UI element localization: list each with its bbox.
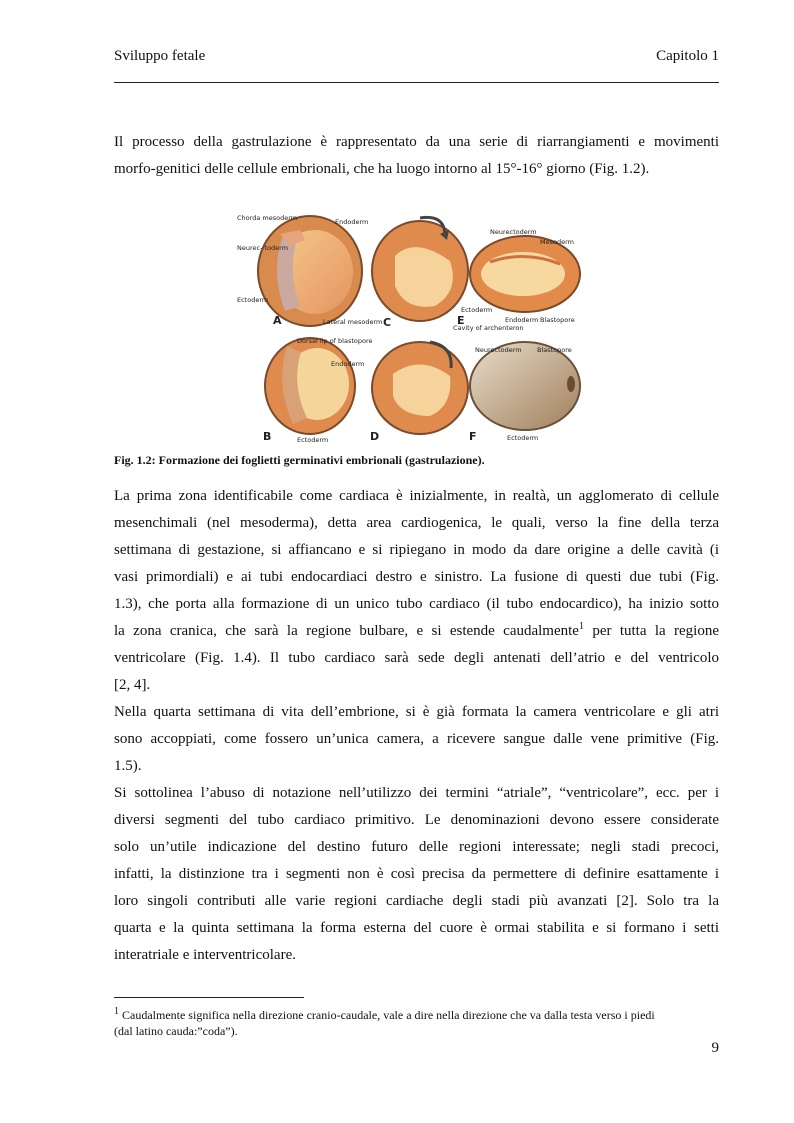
- header-title: Sviluppo fetale: [114, 48, 206, 64]
- text-line: diversi segmenti del tubo cardiaco primitivo. Le denominazioni devono essere considerate: [114, 812, 719, 828]
- footnote-ref: 1: [578, 621, 584, 632]
- body-paragraph-3: [114, 780, 719, 969]
- text-line: Il processo della gastrulazione è rappresentato da una serie di riarrangiamenti e movimenti: [114, 134, 719, 150]
- text-line: 1.5).: [114, 758, 142, 774]
- panel-letter-e: E: [457, 314, 465, 327]
- text-line: La prima zona identificabile come cardiaca è inizialmente, in realtà, un agglomerato di cellule: [114, 488, 719, 504]
- label-endoderm-a: Endoderm: [335, 218, 369, 226]
- label-endoderm-e: Endoderm: [505, 316, 539, 324]
- figure-caption: Fig. 1.2: Formazione dei foglietti germinativi embrionali (gastrulazione).: [114, 453, 485, 467]
- running-header: [114, 48, 719, 68]
- label-neurectoderm-f: Neurectoderm: [475, 346, 522, 354]
- label-mesoderm-e: Mesoderm: [540, 238, 574, 246]
- text-line: 1.3), che porta alla formazione di un unico tubo cardiaco (il tubo endocardico), ha inizio sotto: [114, 596, 719, 612]
- gastrulation-illustration: [235, 206, 585, 446]
- text-line: sono accoppiati, come fossero un’unica camera, a ricevere sangue dalle vene primitive (Fig.: [114, 731, 719, 747]
- text-line: loro singoli contributi alle varie regioni cardiache degli stadi più avanzati [2]. Solo tra la: [114, 893, 719, 909]
- text-line: [2, 4].: [114, 677, 151, 693]
- label-neurectoderm: Neurec- toderm: [237, 244, 289, 252]
- text-segment: per tutta la regione: [583, 623, 719, 639]
- intro-paragraph: [114, 129, 719, 183]
- panel-e: [470, 236, 580, 312]
- panel-f: [470, 342, 580, 430]
- label-blastopore-e: Blastopore: [540, 316, 575, 324]
- text-line: ventricolare (Fig. 1.4). Il tubo cardiaco sarà sede degli antenati dell’atrio e del ventricolo: [114, 650, 719, 666]
- panel-letter-b: B: [263, 430, 272, 443]
- footnote-mark: 1: [114, 1006, 119, 1017]
- header-chapter: Capitolo 1: [656, 48, 719, 64]
- panel-a: [258, 216, 362, 326]
- footnote: [114, 1007, 719, 1039]
- body-paragraph-2: [114, 699, 719, 780]
- body-paragraph-1: [114, 483, 719, 699]
- label-chordamesoderm: Chorda mesoderm: [237, 214, 298, 222]
- footnote-text: Caudalmente significa nella direzione cranio-caudale, vale a dire nella direzione che va dalla testa verso i piedi: [119, 1008, 655, 1022]
- label-ectoderm-b: Ectoderm: [297, 436, 329, 444]
- text-line-footnote-ref: [114, 618, 719, 645]
- text-line: solo un’utile indicazione del destino futuro delle regioni interessate; negli stadi precoci,: [114, 839, 719, 855]
- label-neurectoderm-e: Neurectoderm: [490, 228, 537, 236]
- panel-letter-a: A: [273, 314, 282, 327]
- text-line: morfo-genitici delle cellule embrionali, che ha luogo intorno al 15°-16° giorno (Fig. 1.2).: [114, 161, 650, 177]
- text-line: settimana di gestazione, si affiancano e si ripiegano in modo da dare origine a delle cavità (i: [114, 542, 719, 558]
- text-segment: la zona cranica, che sarà la regione bulbare, e si estende caudalmente: [114, 623, 579, 639]
- text-line: vasi primordiali) e ai tubi endocardiaci destro e sinistro. La fusione di questi due tubi (Fig.: [114, 569, 719, 585]
- panel-b: [265, 338, 355, 434]
- panel-letter-f: F: [469, 430, 477, 443]
- label-dorsal-lip: Dorsal lip of blastopore: [297, 337, 373, 345]
- text-line: Si sottolinea l’abuso di notazione nell’utilizzo dei termini “atriale”, “ventricolare”, ecc. per i: [114, 785, 719, 801]
- text-line: mesenchimali (nel mesoderma), detta area cardiogenica, le quali, verso la fine della terza: [114, 515, 719, 531]
- text-line: Nella quarta settimana di vita dell’embrione, si è già formata la camera ventricolare e gli atri: [114, 704, 719, 720]
- panel-d: [372, 342, 468, 434]
- text-line: quarta e la quinta settimana la forma esterna del cuore è ormai stabilita e si formano i setti: [114, 920, 719, 936]
- header-rule: [114, 82, 719, 83]
- panel-c: [372, 217, 468, 321]
- label-blastopore-f: Blastopore: [537, 346, 572, 354]
- page-number: 9: [711, 1040, 719, 1056]
- footnote-line: (dal latino cauda:”coda”).: [114, 1024, 238, 1038]
- gastrulation-figure: [235, 206, 585, 446]
- label-lateral-mesoderm: Lateral mesoderm: [323, 318, 383, 326]
- panel-letter-c: C: [383, 316, 392, 329]
- label-ectoderm-f: Ectoderm: [507, 434, 539, 442]
- panel-letter-d: D: [370, 430, 380, 443]
- text-line: interatriale e interventricolare.: [114, 947, 296, 963]
- footnote-rule: [114, 997, 304, 998]
- footnote-line: [114, 1007, 719, 1023]
- label-ectoderm-e: Ectoderm: [461, 306, 493, 314]
- label-ectoderm-a: Ectoderm: [237, 296, 269, 304]
- text-line: infatti, la distinzione tra i segmenti non è così precisa da permettere di definire esattamente i: [114, 866, 719, 882]
- label-cavity: Cavity of archenteron: [453, 324, 524, 332]
- label-endoderm-b: Endoderm: [331, 360, 365, 368]
